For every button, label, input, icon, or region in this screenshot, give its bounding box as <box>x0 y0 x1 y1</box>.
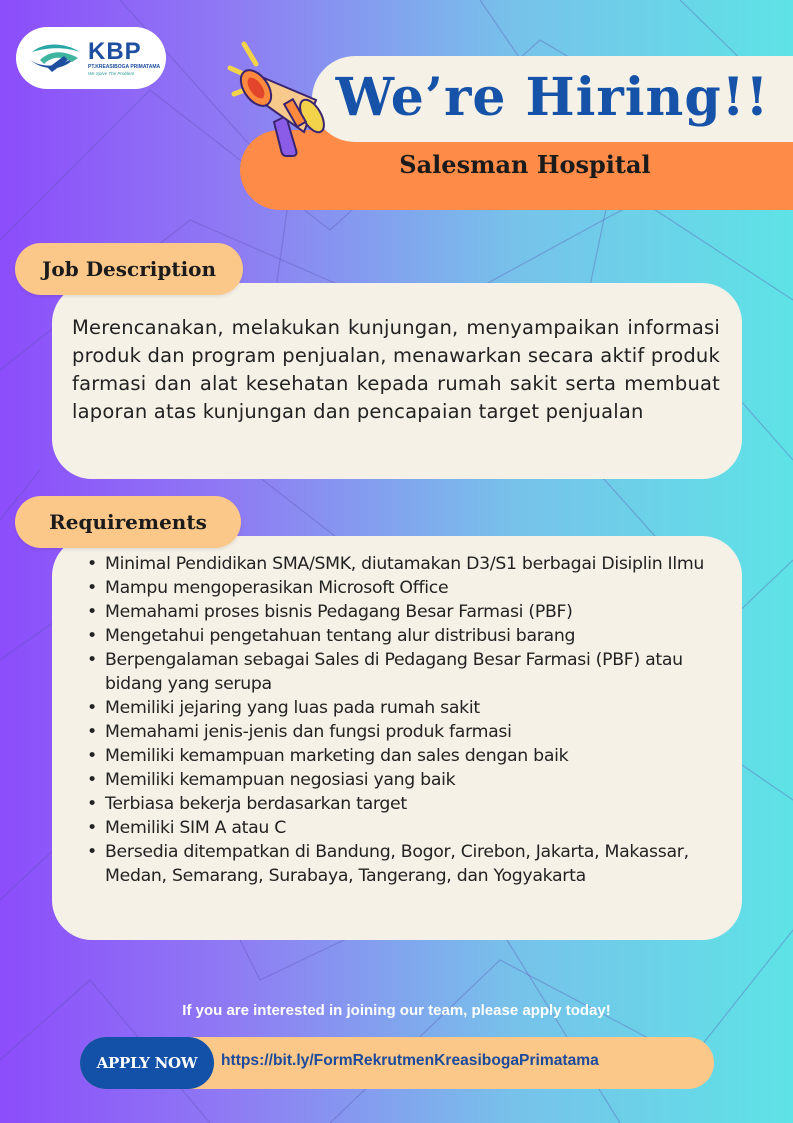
logo-tagline: We Solve The Problem <box>88 70 135 76</box>
logo-company: PT.KREASIBOGA PRIMATAMA <box>88 63 161 70</box>
requirements-heading: Requirements <box>15 496 241 548</box>
company-logo <box>16 27 166 89</box>
list-item: • Memiliki SIM A atau C <box>86 816 726 840</box>
list-item: • Terbiasa bekerja berdasarkan target <box>86 792 726 816</box>
apply-invitation: If you are interested in joining our team, please apply today! <box>182 1002 611 1019</box>
apply-now-button[interactable]: APPLY NOW <box>80 1037 214 1089</box>
job-description-text: Merencanakan, melakukan kunjungan, menyampaikan informasi produk dan program penjualan, menawarkan secara aktif produk farmasi dan alat kesehatan kepada rumah sakit serta membuat laporan atas kunjungan dan pencapaian target penjualan <box>72 316 720 423</box>
list-item: • Memahami proses bisnis Pedagang Besar Farmasi (PBF) <box>86 600 726 624</box>
megaphone-icon <box>226 38 338 158</box>
apply-link[interactable]: https://bit.ly/FormRekrutmenKreasibogaPrimatama <box>221 1052 599 1069</box>
kbp-logo-mark <box>28 38 86 78</box>
list-item: • Memahami jenis-jenis dan fungsi produk farmasi <box>86 720 726 744</box>
list-item: • Minimal Pendidikan SMA/SMK, diutamakan D3/S1 berbagai Disiplin Ilmu <box>86 552 726 576</box>
requirements-list <box>86 552 726 888</box>
list-item: • Memiliki jejaring yang luas pada rumah sakit <box>86 696 726 720</box>
list-item: • Mengetahui pengetahuan tentang alur distribusi barang <box>86 624 726 648</box>
list-item: • Bersedia ditempatkan di Bandung, Bogor, Cirebon, Jakarta, Makassar, Medan, Semarang, Surabaya, Tangerang, dan Yogyakarta <box>86 840 726 888</box>
logo-brand: KBP <box>88 37 142 65</box>
list-item: • Memiliki kemampuan marketing dan sales dengan baik <box>86 744 726 768</box>
list-item: • Memiliki kemampuan negosiasi yang baik <box>86 768 726 792</box>
page-title: We’re Hiring!! <box>335 67 770 128</box>
position-title: Salesman Hospital <box>399 150 651 179</box>
list-item: • Mampu mengoperasikan Microsoft Office <box>86 576 726 600</box>
job-description-heading: Job Description <box>15 243 243 295</box>
list-item: • Berpengalaman sebagai Sales di Pedagang Besar Farmasi (PBF) atau bidang yang serupa <box>86 648 726 696</box>
